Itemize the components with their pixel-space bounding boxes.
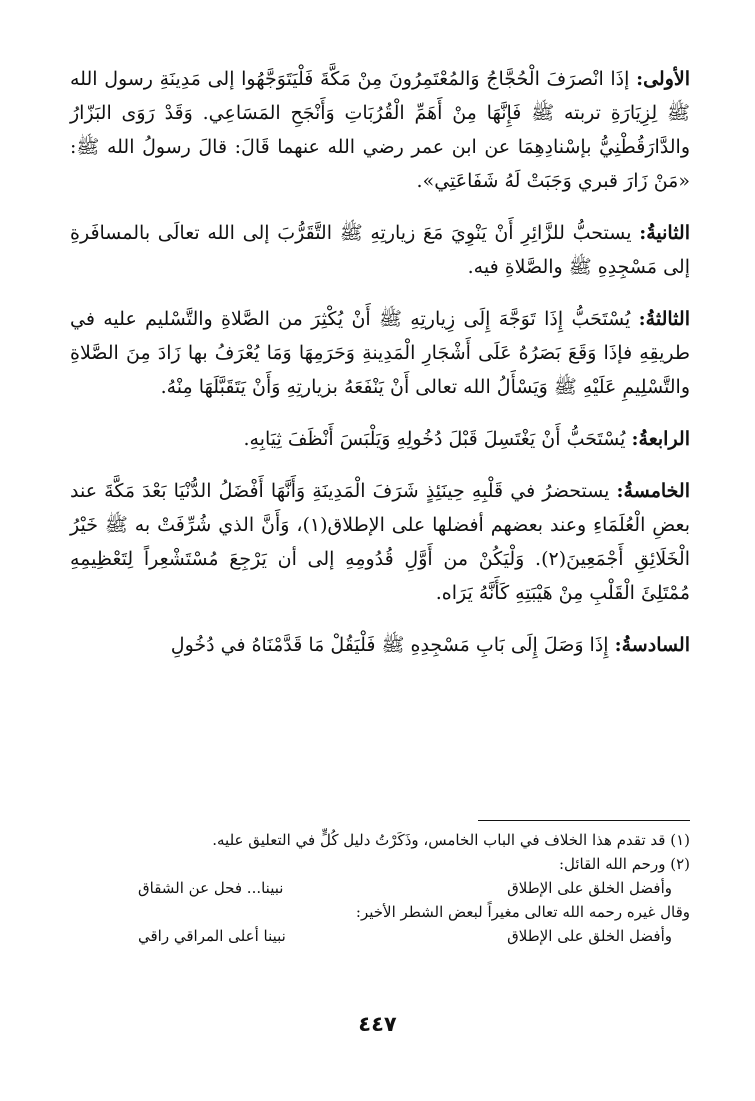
paragraph-third <box>70 302 690 404</box>
verse-hemistich-first: وأفضل الخلق على الإطلاق <box>507 927 672 945</box>
paragraph-text: يستحبُّ للزَّائِرِ أَنْ يَنْوِيَ مَعَ زيارتِهِ ﷺ التَّقَرُّبَ إلى الله تعالَى بالمسافَرةِ إلى مَسْجِدِهِ ﷺ والصَّلاةِ فيه. <box>70 222 690 278</box>
verse-hemistich-second: نبينا أعلى المراقي راقي <box>138 927 286 945</box>
page-number: ٤٤٧ <box>358 1012 397 1036</box>
paragraph-text: يُسْتَحَبُّ أَنْ يَغْتَسِلَ قَبْلَ دُخُولِهِ وَيَلْبَسَ أَنْظَفَ ثِيَابِهِ. <box>243 428 632 450</box>
paragraph-first <box>70 62 690 198</box>
paragraph-lead: السادسةُ: <box>614 634 690 656</box>
verse-hemistich-first: وأفضل الخلق على الإطلاق <box>507 879 672 897</box>
paragraph-lead: الخامسةُ: <box>616 480 690 502</box>
paragraph-lead: الرابعةُ: <box>631 428 690 450</box>
verse-line-1 <box>120 876 690 900</box>
paragraph-lead: الأولى: <box>636 68 690 90</box>
paragraph-text: يستحضرُ في قَلْبِهِ حِينَئِذٍ شَرَفَ الْمَدِينَةِ وَأَنَّهَا أَفْضَلُ الدُّنْيَا بَعْدَ مَكَّةَ عند بعضِ الْعُلَمَاءِ وعند بعضهم أفضلها على الإطلاق(١)، وَأَنَّ الذي شُرِّفَتْ به ﷺ خَيْرُ الْخَلَائِقِ أَجْمَعِينَ(٢). وَلْيَكُنْ من أَوَّلِ قُدُومِهِ إلى أن يَرْجِعَ مُسْتَشْعِراً لِتَعْظِيمِهِ مُمْتَلِئَ الْقَلْبِ مِنْ هَيْبَتِهِ كَأَنَّهُ يَرَاه. <box>70 480 691 604</box>
footnote-divider <box>478 820 690 821</box>
main-text <box>70 62 690 680</box>
verse-hemistich-second: نبينا... فحل عن الشقاق <box>138 879 284 897</box>
paragraph-lead: الثالثةُ: <box>638 308 690 330</box>
verse-line-2 <box>120 924 690 948</box>
paragraph-second <box>70 216 690 284</box>
footnotes <box>120 828 690 948</box>
paragraph-text: إذَا انْصرَفَ الْحُجَّاجُ وَالمُعْتَمِرُونَ مِنْ مَكَّةَ فَلْيَتَوَجَّهُوا إلى مَدِينَةِ رسول الله ﷺ لِزِيَارَةِ تربته ﷺ فَإِنَّهَا مِنْ أَهَمِّ الْقُرُبَاتِ وَأَنْجَحِ المَسَاعِي. وَقَدْ رَوَى البَزّارُ والدَّارَقُطْنِيُّ بإسْنادِهِمَا عن ابن عمر رضي الله عنهما قَالَ: قالَ رسولُ الله ﷺ: «مَنْ زَارَ قبري وَجَبَتْ لَهُ شَفَاعَتِي». <box>70 68 690 192</box>
paragraph-lead: الثانيةُ: <box>639 222 690 244</box>
footnote-2: (٢) ورحم الله القائل: <box>558 855 690 873</box>
footnote-2-continued: وقال غيره رحمه الله تعالى مغيراً لبعض الشطر الأخير: <box>355 903 690 921</box>
footnote-1: (١) قد تقدم هذا الخلاف في الباب الخامس، وذَكَرْتُ دليل كُلٍّ في التعليق عليه. <box>212 831 690 849</box>
paragraph-text: إِذَا وَصَلَ إِلَى بَابِ مَسْجِدِهِ ﷺ فَلْيَقُلْ مَا قَدَّمْنَاهُ في دُخُولِ <box>170 634 615 656</box>
paragraph-sixth <box>70 628 690 662</box>
paragraph-fifth <box>70 474 690 610</box>
paragraph-text: يُسْتَحَبُّ إِذَا تَوَجَّهَ إِلَى زِيارتِهِ ﷺ أَنْ يُكْثِرَ من الصَّلاةِ والتَّسْليم عليه في طريقِهِ فإذَا وَقَعَ بَصَرُهُ عَلَى أَشْجَارِ الْمَدِينةِ وَحَرَمِهَا وَمَا يُعْرَفُ بها زَادَ مِنَ الصَّلاةِ والتَّسْلِيمِ عَلَيْهِ ﷺ وَيَسْأَلُ الله تعالى أَنْ يَنْفَعَهُ بزيارتِهِ وَأَنْ يَتَقَبَّلَهَا مِنْهُ. <box>70 308 690 398</box>
paragraph-fourth <box>70 422 690 456</box>
